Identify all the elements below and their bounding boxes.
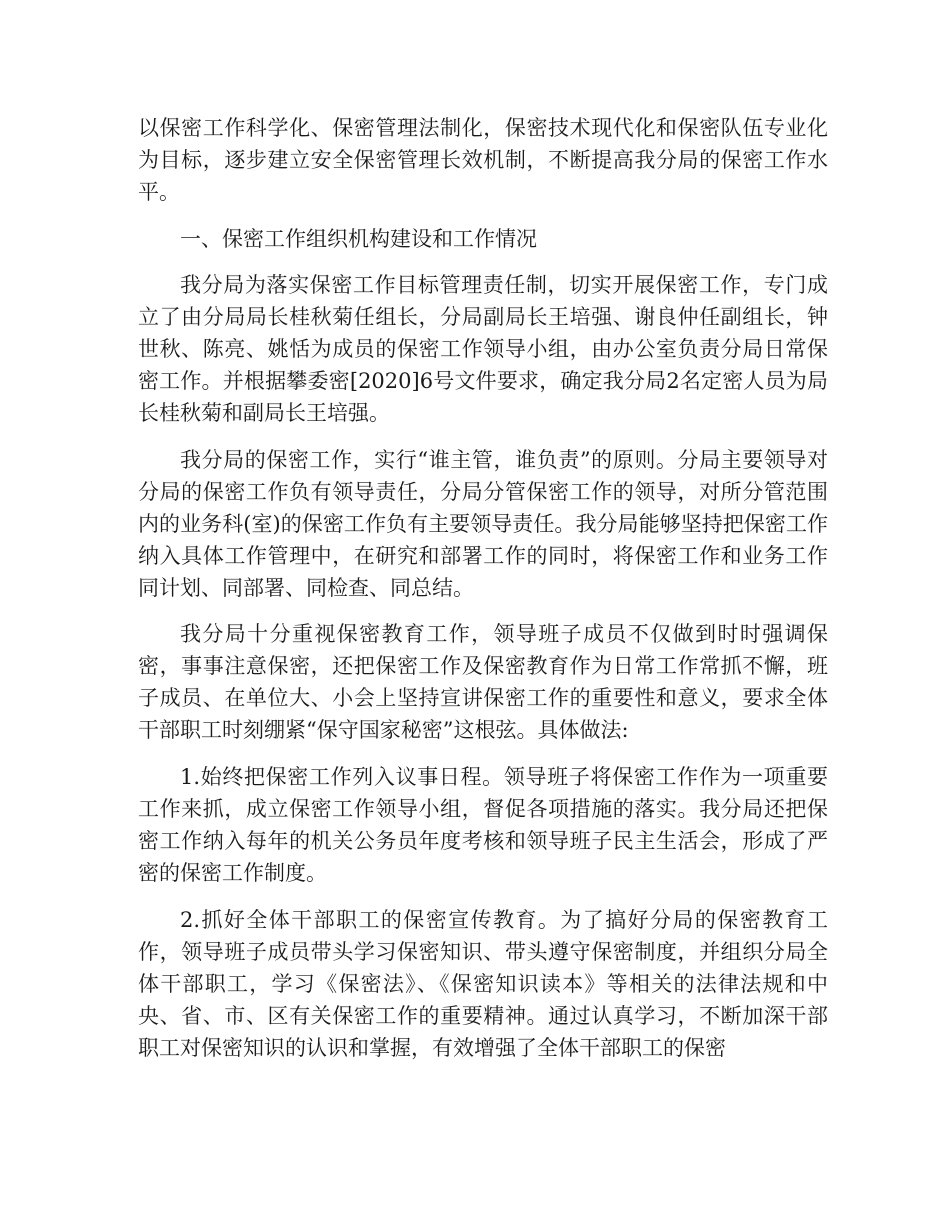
- list-item-2: 2.抓好全体干部职工的保密宣传教育。为了搞好分局的保密教育工作，领导班子成员带头学习保密知识、带头遵守保密制度，并组织分局全体干部职工，学习《保密法》、《保密知识读本》等相关的法律法规和中央、省、市、区有关保密工作的重要精神。通过认真学习，不断加深干部职工对保密知识的认识和掌握，有效增强了全体干部职工的保密: [138, 907, 828, 1060]
- paragraph-education: 我分局十分重视保密教育工作，领导班子成员不仅做到时时强调保密，事事注意保密，还把保密工作及保密教育作为日常工作常抓不懈，班子成员、在单位大、小会上坚持宣讲保密工作的重要性和意义，要求全体干部职工时刻绷紧“保守国家秘密”这根弦。具体做法:: [138, 622, 828, 743]
- section-heading: 一、保密工作组织机构建设和工作情况: [180, 226, 537, 251]
- paragraph-leadership-group: 我分局为落实保密工作目标管理责任制，切实开展保密工作，专门成立了由分局局长桂秋菊任组长，分局副局长王培强、谢良仲任副组长，钟世秋、陈亮、姚恬为成员的保密工作领导小组，由办公室负责分局日常保密工作。并根据攀委密[2020]6号文件要求，确定我分局2名定密人员为局长桂秋菊和副局长王培强。: [138, 273, 828, 426]
- paragraph-responsibility: 我分局的保密工作，实行“谁主管，谁负责”的原则。分局主要领导对分局的保密工作负有领导责任，分局分管保密工作的领导，对所分管范围内的业务科(室)的保密工作负有主要领导责任。我分局能够坚持把保密工作纳入具体工作管理中，在研究和部署工作的同时，将保密工作和业务工作同计划、同部署、同检查、同总结。: [138, 447, 828, 600]
- document-body: [138, 112, 828, 1078]
- paragraph-intro-continuation: 以保密工作科学化、保密管理法制化，保密技术现代化和保密队伍专业化为目标，逐步建立安全保密管理长效机制，不断提高我分局的保密工作水平。: [138, 116, 828, 204]
- list-item-1: 1.始终把保密工作列入议事日程。领导班子将保密工作作为一项重要工作来抓，成立保密工作领导小组，督促各项措施的落实。我分局还把保密工作纳入每年的机关公务员年度考核和领导班子民主生活会，形成了严密的保密工作制度。: [138, 764, 828, 885]
